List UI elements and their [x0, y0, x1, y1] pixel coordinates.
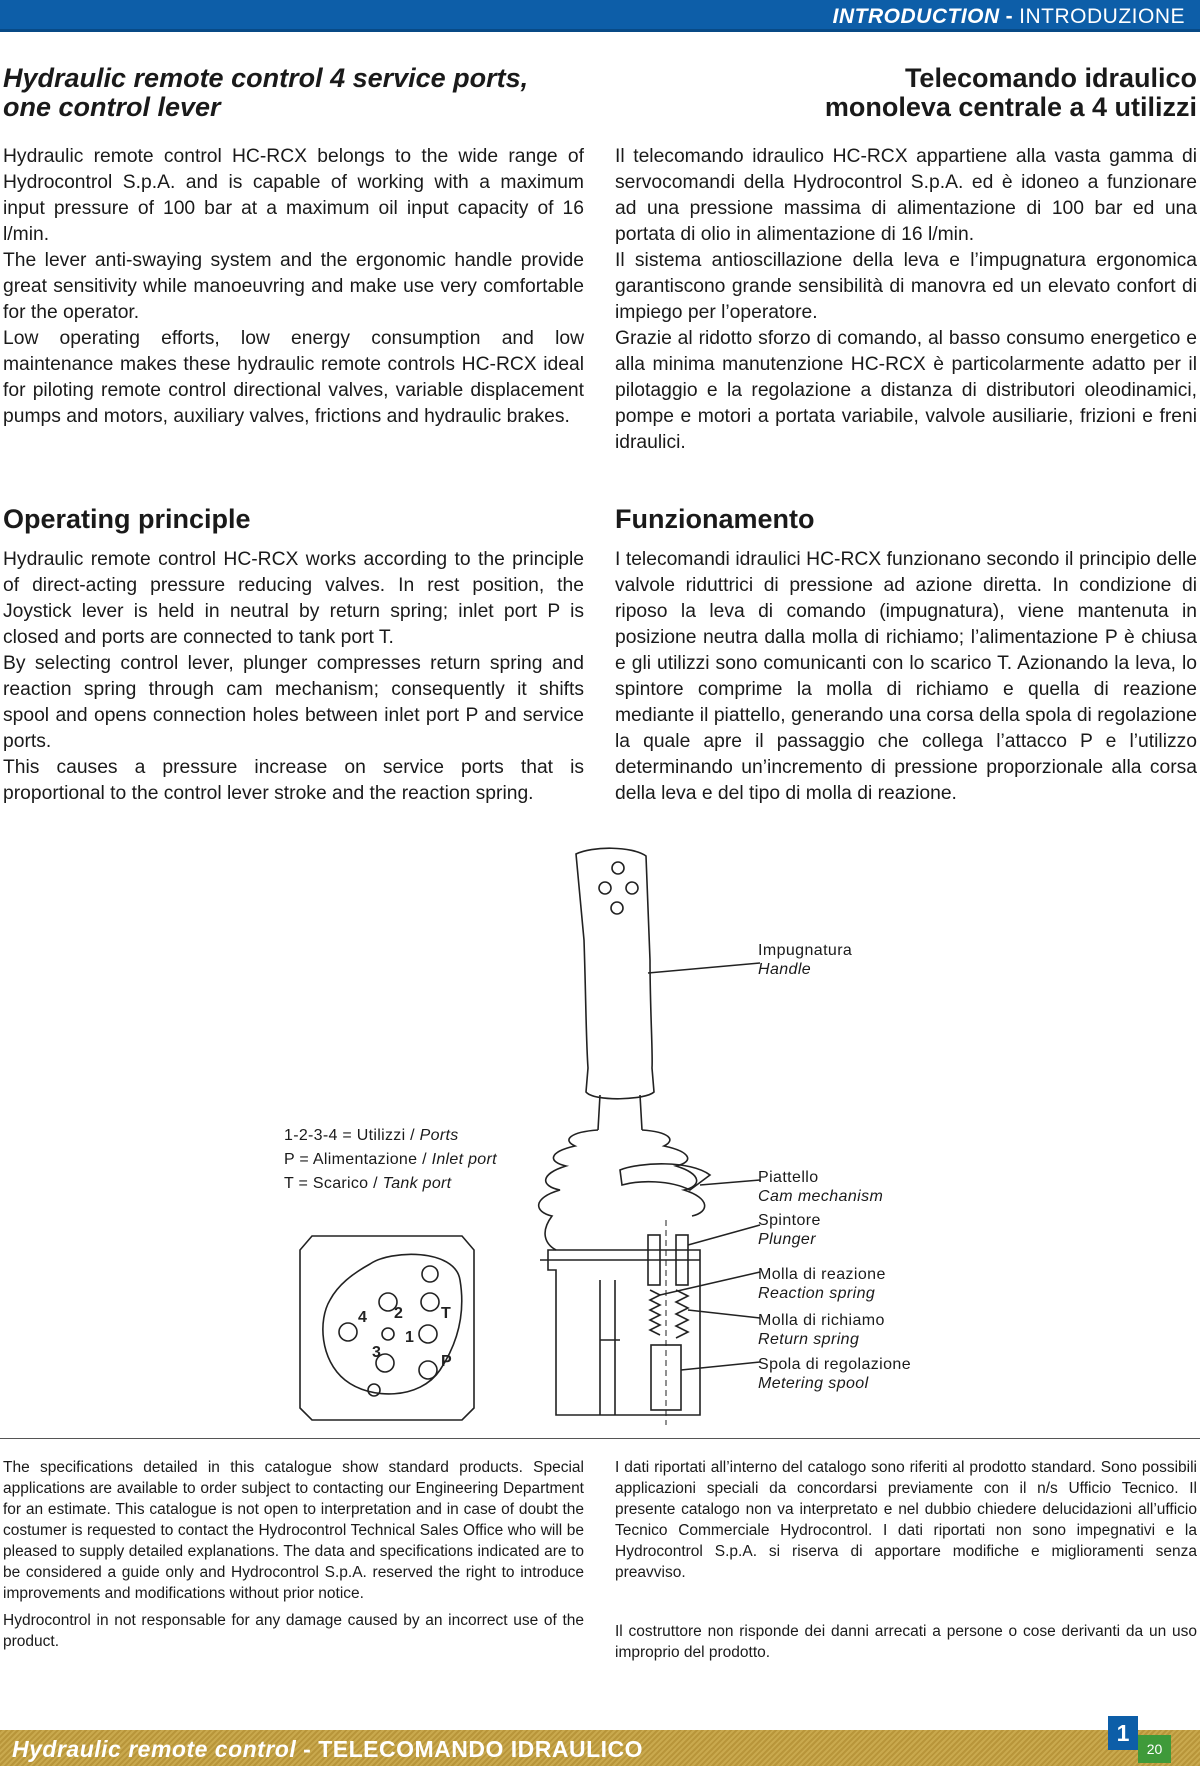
handle-button-left [599, 882, 611, 894]
handle-button-right [626, 882, 638, 894]
legend-tank-it: T = Scarico / [284, 1175, 383, 1192]
legend-inlet-it: P = Alimentazione / [284, 1151, 432, 1168]
right-principle-paragraph: I telecomandi idraulici HC-RCX funzionano secondo il principio delle valvole riduttrici di pressione ad azione diretta. In condizione di riposo la leva di comando (impugnatura), viene mantenuta in posizione neutra dalla molla di richiamo; l’alimentazione P è chiusa e gli utilizzi sono comunicanti con lo scarico T. Azionando la leva, lo spintore comprime la molla di richiamo e quella di reazione mediante il piattello, generando una corsa della spola di regolazione la quale apre il passaggio che collega l’attacco P e l’utilizzo determinando un’incremento di pressione proporzionale alla corsa della leva e del tipo di molla di reazione. [615, 549, 1197, 804]
port-label-3: 3 [372, 1344, 381, 1361]
footer-bar [0, 1730, 1200, 1766]
callout-cam [758, 1168, 883, 1206]
footer-title [12, 1736, 643, 1763]
handle-outline [576, 848, 654, 1099]
joystick-diagram [0, 840, 1200, 1440]
callout-plunger-en: Plunger [758, 1231, 816, 1248]
leader-reaction [660, 1272, 760, 1295]
right-principle-title: Funzionamento [615, 504, 815, 534]
left-footer-paragraph: The specifications detailed in this catalogue show standard products. Special applications are available to order subject to contacting our Engineering Department for an estimate. This catalogue is not open to interpretation and in case of doubt the costumer is requested to contact the Hydrocontrol Technical Sales Office who will be pleased to supply detailed explanations. The data and specifications indicated are to be considered a guide only and Hydrocontrol S.p.A. reserved the right to introduce improvements and modifications without prior notice. [3, 1459, 584, 1602]
right-intro-paragraph: Grazie al ridotto sforzo di comando, al basso consumo energetico e alla minima manutenzione HC-RCX è particolarmente adatto per il pilotaggio e la regolazione a distanza di distributori oleodinamici, pompe e motori a portata variabile, valvole ausiliarie, frizioni e freni idraulici. [615, 328, 1197, 453]
page-number: 20 [1138, 1735, 1171, 1763]
section-title-en: INTRODUCTION [832, 5, 1000, 28]
leader-handle [648, 963, 760, 973]
port-centre [382, 1328, 394, 1340]
leader-return [688, 1310, 760, 1318]
right-footer-paragraph: I dati riportati all’interno del catalogo sono riferiti al prodotto standard. Sono possibili applicazioni speciali da concordarsi previamente con il n/s Ufficio Tecnico. Il presente catalogo non va interpretato e nel dubbio chiedere delucidazioni all’ufficio Tecnico Commerciale Hydrocontrol. I dati riportati non sono impegnativi e la Hydrocontrol S.p.A. si riserva di apportare modifiche e miglioramenti senza preavviso. [615, 1459, 1197, 1581]
callout-plunger [758, 1211, 821, 1249]
left-intro [3, 144, 584, 430]
return-spring [676, 1290, 688, 1338]
port-t [421, 1293, 439, 1311]
callout-handle-en: Handle [758, 961, 812, 978]
left-intro-paragraph: Low operating efforts, low energy consumption and low maintenance makes these hydraulic remote controls HC-RCX ideal for piloting remote control directional valves, variable displacement pumps and motors, auxiliary valves, frictions and hydraulic brakes. [3, 328, 584, 427]
leader-cam [700, 1180, 760, 1185]
left-title [3, 64, 584, 122]
rubber-boot [539, 1130, 705, 1250]
valve-body [548, 1250, 700, 1415]
left-intro-paragraph: Hydraulic remote control HC-RCX belongs to the wide range of Hydrocontrol S.p.A. and is capable of working with a maximum input pressure of 100 bar at a maximum oil input capacity of 16 l/min. [3, 146, 584, 245]
callout-cam-en: Cam mechanism [758, 1188, 884, 1205]
leader-plunger [688, 1225, 760, 1245]
footer-title-separator: - [296, 1736, 319, 1762]
header-bar [0, 0, 1200, 32]
port-label-1: 1 [405, 1329, 414, 1346]
handle-button-top [612, 862, 624, 874]
legend-tank [284, 1175, 451, 1193]
callout-reaction-en: Reaction spring [758, 1285, 876, 1302]
port-label-p: P [441, 1353, 452, 1370]
mount-hole-top [422, 1266, 438, 1282]
right-title-line2: monoleva centrale a 4 utilizzi [824, 92, 1197, 122]
right-intro-paragraph: Il sistema antioscillazione della leva e l’impugnatura ergonomica garantiscono grande sensibilità di manovra ed un elevato confort di impiego per l’operatore. [615, 250, 1197, 323]
cam-plate [620, 1164, 710, 1190]
port-label-4: 4 [358, 1309, 367, 1326]
callout-handle [758, 941, 852, 979]
port-channel [600, 1280, 620, 1415]
port-4 [339, 1323, 357, 1341]
callout-plunger-it: Spintore [758, 1212, 821, 1229]
legend-tank-en: Tank port [382, 1175, 452, 1192]
callout-cam-it: Piattello [758, 1169, 819, 1186]
callout-return-it: Molla di richiamo [758, 1312, 885, 1329]
section-title [833, 5, 1185, 29]
left-principle-paragraph: By selecting control lever, plunger compresses return spring and reaction spring through cam mechanism; consequently it shifts spool and opens connection holes between inlet port P and service ports. [3, 653, 584, 752]
handle-button-bottom [611, 902, 623, 914]
left-title-line1: Hydraulic remote control 4 service ports, [3, 63, 529, 93]
right-title-line1: Telecomando idraulico [904, 63, 1197, 93]
legend-inlet-en: Inlet port [431, 1151, 497, 1168]
section-title-separator: - [1005, 5, 1014, 28]
footer-title-it: TELECOMANDO IDRAULICO [318, 1736, 644, 1762]
mount-hole-bottom [368, 1384, 380, 1396]
callout-reaction-it: Molla di reazione [758, 1266, 886, 1283]
callout-return-en: Return spring [758, 1331, 860, 1348]
callout-spool-en: Metering spool [758, 1375, 869, 1392]
right-footer-paragraph: Il costruttore non risponde dei danni arrecati a persone o cose derivanti da un uso improprio del prodotto. [615, 1623, 1197, 1661]
left-footer-paragraph: Hydrocontrol in not responsable for any damage caused by an incorrect use of the product. [3, 1612, 584, 1650]
port-label-2: 2 [394, 1305, 403, 1322]
callout-reaction-spring [758, 1265, 886, 1303]
left-principle-paragraph: This causes a pressure increase on service ports that is proportional to the control lever stroke and the reaction spring. [3, 757, 584, 804]
left-footer-notes [3, 1457, 584, 1658]
section-title-it: INTRODUZIONE [1019, 5, 1185, 28]
right-footer-notes [615, 1457, 1197, 1669]
callout-handle-it: Impugnatura [758, 942, 853, 959]
footer-divider [0, 1438, 1200, 1439]
port-label-t: T [441, 1305, 451, 1322]
callout-spool-it: Spola di regolazione [758, 1356, 911, 1373]
legend-ports-it: 1-2-3-4 = Utilizzi / [284, 1127, 420, 1144]
leader-spool [681, 1362, 760, 1370]
right-title [615, 64, 1197, 122]
left-title-line2: one control lever [3, 92, 221, 122]
legend-ports-en: Ports [419, 1127, 459, 1144]
right-intro-paragraph: Il telecomando idraulico HC-RCX appartiene alla vasta gamma di servocomandi della Hydrocontrol S.p.A. ed è idoneo a funzionare ad una pressione massima di alimentazione di 100 bar ed una portata di olio in alimentazione di 16 l/min. [615, 146, 1197, 245]
port-1 [419, 1325, 437, 1343]
section-number-badge: 1 [1108, 1716, 1138, 1750]
legend-inlet [284, 1151, 497, 1169]
legend-ports [284, 1127, 459, 1145]
footer-title-en: Hydraulic remote control [12, 1736, 297, 1762]
left-intro-paragraph: The lever anti-swaying system and the ergonomic handle provide great sensitivity while manoeuvring and make use very comfortable for the operator. [3, 250, 584, 323]
left-principle [3, 547, 584, 807]
callout-metering-spool [758, 1355, 911, 1393]
left-principle-title: Operating principle [3, 504, 251, 534]
left-principle-paragraph: Hydraulic remote control HC-RCX works according to the principle of direct-acting pressure reducing valves. In rest position, the Joystick lever is held in neutral by return spring; inlet port P is closed and ports are connected to tank port T. [3, 549, 584, 648]
callout-return-spring [758, 1311, 885, 1349]
right-intro [615, 144, 1197, 456]
reaction-spring [650, 1290, 660, 1335]
lever-shaft [598, 1095, 642, 1130]
right-principle [615, 547, 1197, 807]
port-p [419, 1361, 437, 1379]
